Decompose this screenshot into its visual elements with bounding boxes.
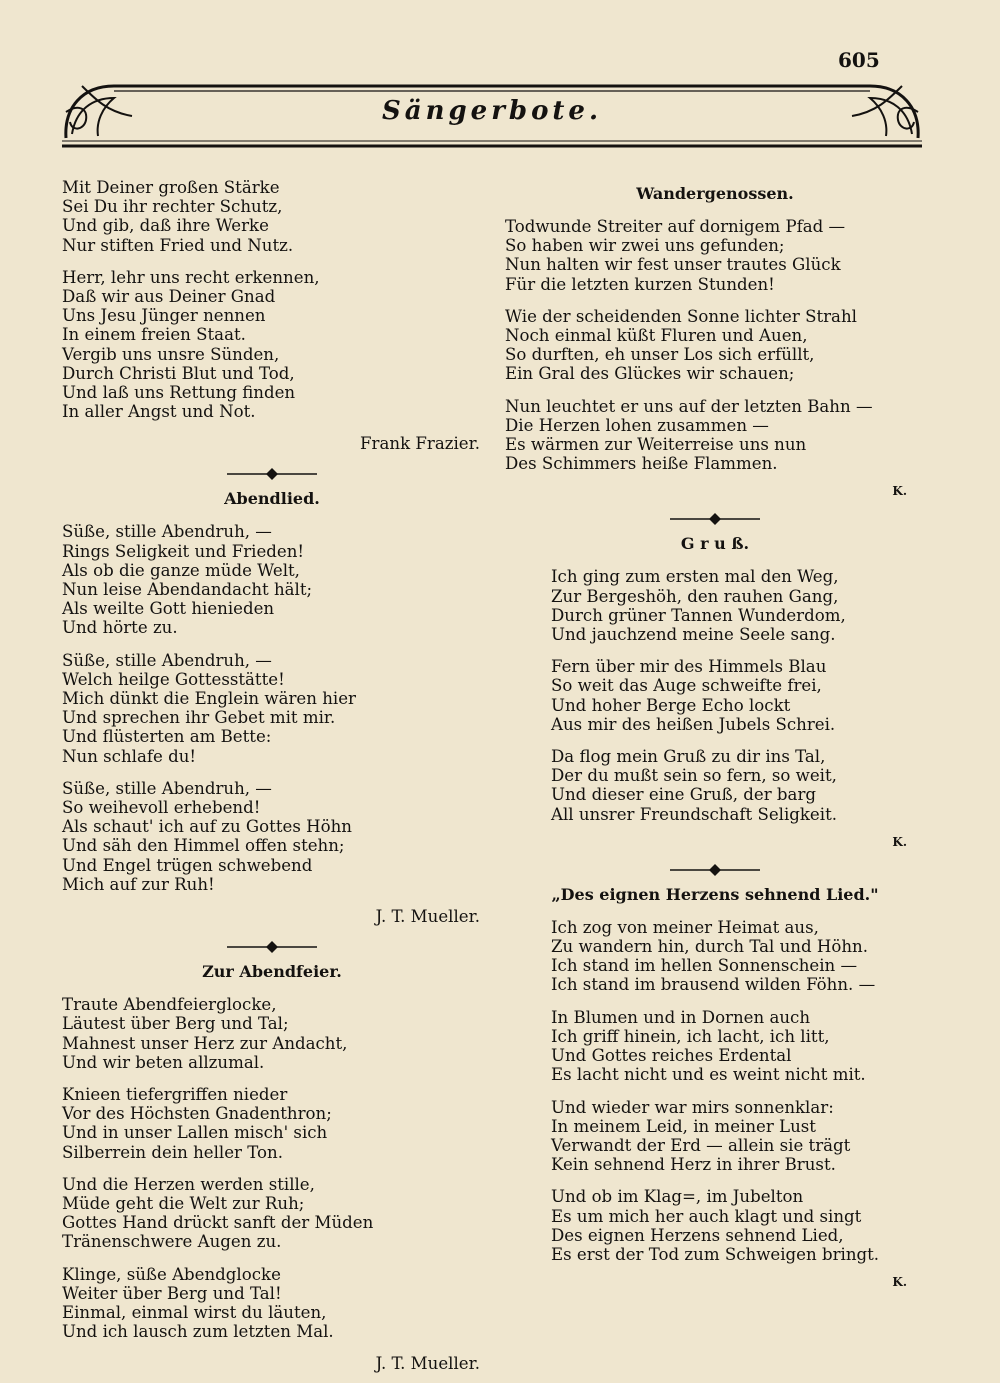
verse-line: Es erst der Tod zum Schweigen bringt. [551, 1244, 880, 1264]
verse-line: So durften, eh unser Los sich erfüllt, [505, 345, 815, 365]
poem-title: Zur Abendfeier. [202, 962, 342, 982]
verse-line: Und hoher Berge Echo lockt [551, 695, 791, 715]
verse-line: Nun leise Abendandacht hält; [62, 580, 313, 600]
poem-signature: K. [892, 1275, 907, 1290]
verse-line: Aus mir des heißen Jubels Schrei. [551, 714, 836, 734]
verse-line: Und in unser Lallen misch' sich [62, 1123, 328, 1143]
verse-line: Mahnest unser Herz zur Andacht, [62, 1033, 348, 1053]
left-column [62, 178, 482, 1383]
right-column [505, 178, 925, 1299]
verse-line: In aller Angst und Not. [62, 402, 256, 422]
verse-line: Ich stand im hellen Sonnenschein — [551, 956, 858, 976]
verse-line: Und wieder war mirs sonnenklar: [551, 1097, 834, 1117]
verse-line: Silberrein dein heller Ton. [62, 1142, 283, 1162]
divider-ornament-icon [670, 512, 760, 526]
verse-line: Es lacht nicht und es weint nicht mit. [551, 1065, 866, 1085]
verse-line: Ich zog von meiner Heimat aus, [551, 917, 819, 937]
stanza [505, 1098, 925, 1175]
verse-line: Weiter über Berg und Tal! [62, 1283, 282, 1303]
verse-line: Süße, stille Abendruh, — [62, 650, 272, 670]
stanza [505, 307, 925, 384]
verse-line: All unsrer Freundschaft Seligkeit. [551, 804, 838, 824]
verse-line: Nun schlafe du! [62, 746, 197, 766]
stanza [62, 779, 482, 894]
verse-line: Zur Bergeshöh, den rauhen Gang, [551, 586, 839, 606]
divider-ornament-icon [227, 940, 317, 954]
verse-line: Es um mich her auch klagt und singt [551, 1206, 862, 1226]
verse-line: Für die letzten kurzen Stunden! [505, 274, 775, 294]
verse-line: Vergib uns unsre Sünden, [62, 344, 280, 364]
verse-line: Und gib, daß ihre Werke [62, 216, 269, 236]
stanza [505, 1008, 925, 1085]
poem-author: Frank Frazier. [360, 434, 480, 454]
verse-line: Süße, stille Abendruh, — [62, 778, 272, 798]
stanza [505, 397, 925, 474]
verse-line: Traute Abendfeierglocke, [62, 995, 277, 1015]
verse-line: Süße, stille Abendruh, — [62, 522, 272, 542]
stanza [62, 651, 482, 766]
stanza [62, 178, 482, 255]
verse-line: Da flog mein Gruß zu dir ins Tal, [551, 747, 826, 767]
verse-line: Mit Deiner großen Stärke [62, 178, 280, 197]
verse-line: Verwandt der Erd — allein sie trägt [551, 1135, 851, 1155]
verse-line: Rings Seligkeit und Frieden! [62, 541, 305, 561]
verse-line: Welch heilge Gottesstätte! [62, 669, 285, 689]
poem-signature: K. [892, 484, 907, 499]
verse-line: Und Gottes reiches Erdental [551, 1046, 792, 1066]
poem-title: „Des eignen Herzens sehnend Lied." [551, 884, 879, 904]
ornament-divider [505, 863, 925, 877]
verse-line: Und Engel trügen schwebend [62, 855, 313, 875]
verse-line: Und hörte zu. [62, 618, 178, 638]
verse-line: Zu wandern hin, durch Tal und Höhn. [551, 937, 868, 957]
verse-line: Noch einmal küßt Fluren und Auen, [505, 326, 808, 346]
stanza [505, 918, 925, 995]
verse-line: Und dieser eine Gruß, der barg [551, 785, 816, 805]
verse-line: So haben wir zwei uns gefunden; [505, 236, 785, 256]
verse-line: Kein sehnend Herz in ihrer Brust. [551, 1155, 836, 1175]
ornament-divider [62, 940, 482, 954]
verse-line: Und jauchzend meine Seele sang. [551, 625, 836, 645]
stanza [62, 995, 482, 1072]
verse-line: Nun halten wir fest unser trautes Glück [505, 255, 841, 275]
stanza [505, 567, 925, 644]
verse-line: Und säh den Himmel offen stehn; [62, 836, 345, 856]
verse-line: Läutest über Berg und Tal; [62, 1014, 289, 1034]
poem-signature: K. [892, 834, 907, 849]
page-number: 605 [838, 48, 880, 72]
verse-line: Nun leuchtet er uns auf der letzten Bahn — [505, 396, 873, 416]
verse-line: Todwunde Streiter auf dornigem Pfad — [505, 217, 846, 236]
verse-line: Einmal, einmal wirst du läuten, [62, 1302, 327, 1322]
verse-line: Ich stand im brausend wilden Föhn. — [551, 975, 876, 995]
verse-line: Durch grüner Tannen Wunderdom, [551, 605, 846, 625]
newspaper-title: Sängerbote. [381, 96, 603, 126]
verse-line: Des eignen Herzens sehnend Lied, [551, 1225, 844, 1245]
verse-line: Vor des Höchsten Gnadenthron; [62, 1104, 332, 1124]
stanza [505, 217, 925, 294]
verse-line: Und flüsterten am Bette: [62, 727, 272, 747]
verse-line: In Blumen und in Dornen auch [551, 1007, 811, 1027]
verse-line: Knieen tiefergriffen nieder [62, 1084, 288, 1104]
verse-line: Gottes Hand drückt sanft der Müden [62, 1213, 374, 1233]
stanza [62, 522, 482, 637]
verse-line: Der du mußt sein so fern, so weit, [551, 766, 837, 786]
verse-line: Uns Jesu Jünger nennen [62, 306, 266, 326]
verse-line: In einem freien Staat. [62, 325, 246, 345]
verse-line: Ich ging zum ersten mal den Weg, [551, 567, 839, 587]
verse-line: Des Schimmers heiße Flammen. [505, 454, 778, 474]
verse-line: Wie der scheidenden Sonne lichter Strahl [505, 306, 857, 326]
verse-line: Und laß uns Rettung finden [62, 383, 296, 403]
verse-line: Mich auf zur Ruh! [62, 874, 215, 894]
stanza [62, 1175, 482, 1252]
verse-line: Müde geht die Welt zur Ruh; [62, 1193, 305, 1213]
poem-title: Wandergenossen. [636, 184, 794, 203]
poem-title: G r u ß. [680, 534, 750, 554]
verse-line: Mich dünkt die Englein wären hier [62, 689, 356, 709]
poem-author: J. T. Mueller. [375, 907, 480, 927]
verse-line: Nur stiften Fried und Nutz. [62, 235, 294, 255]
poem-title: Abendlied. [224, 489, 320, 509]
verse-line: Die Herzen lohen zusammen — [505, 415, 769, 435]
divider-ornament-icon [670, 863, 760, 877]
divider-ornament-icon [227, 467, 317, 481]
verse-line: Ein Gral des Glückes wir schauen; [505, 364, 795, 384]
stanza [62, 1085, 482, 1162]
verse-line: Daß wir aus Deiner Gnad [62, 287, 276, 307]
verse-line: Es wärmen zur Weiterreise uns nun [505, 435, 807, 455]
stanza [62, 1265, 482, 1342]
header-banner [62, 78, 922, 150]
poem-author: J. T. Mueller. [375, 1354, 480, 1374]
verse-line: In meinem Leid, in meiner Lust [551, 1116, 816, 1136]
verse-line: Sei Du ihr rechter Schutz, [62, 197, 283, 217]
stanza [62, 268, 482, 422]
verse-line: Und sprechen ihr Gebet mit mir. [62, 708, 336, 728]
verse-line: So weihevoll erhebend! [62, 798, 261, 818]
verse-line: Tränenschwere Augen zu. [62, 1232, 282, 1252]
verse-line: Und die Herzen werden stille, [62, 1174, 315, 1194]
verse-line: Und ich lausch zum letzten Mal. [62, 1322, 334, 1342]
verse-line: Und wir beten allzumal. [62, 1052, 265, 1072]
ornament-divider [62, 467, 482, 481]
stanza [505, 657, 925, 734]
verse-line: So weit das Auge schweifte frei, [551, 676, 822, 696]
verse-line: Und ob im Klag=, im Jubelton [551, 1187, 804, 1207]
verse-line: Herr, lehr uns recht erkennen, [62, 267, 320, 287]
stanza [505, 1187, 925, 1264]
verse-line: Durch Christi Blut und Tod, [62, 363, 295, 383]
stanza [505, 747, 925, 824]
verse-line: Als ob die ganze müde Welt, [62, 560, 300, 580]
ornament-divider [505, 512, 925, 526]
verse-line: Klinge, süße Abendglocke [62, 1264, 281, 1284]
verse-line: Ich griff hinein, ich lacht, ich litt, [551, 1026, 830, 1046]
verse-line: Als weilte Gott hienieden [62, 599, 275, 619]
verse-line: Als schaut' ich auf zu Gottes Höhn [62, 817, 352, 837]
verse-line: Fern über mir des Himmels Blau [551, 657, 827, 677]
